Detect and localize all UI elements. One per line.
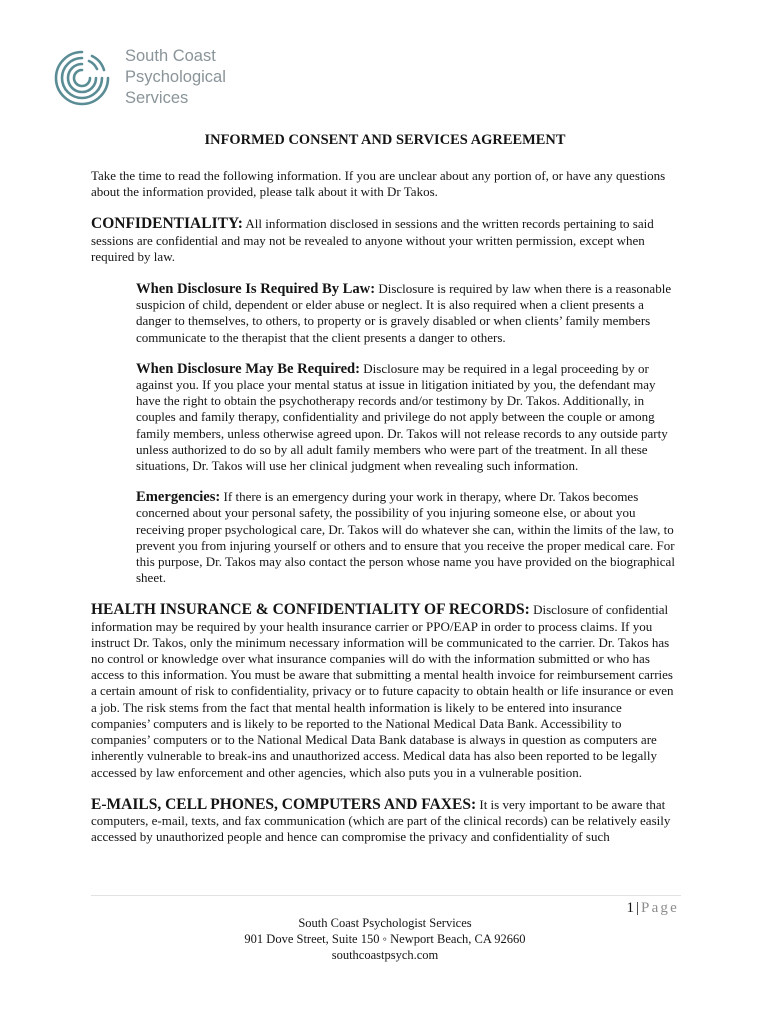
health-insurance-text: Disclosure of confidential information may be required by your health insurance carrier or PPO/EAP in order to process claims. If you instruct Dr. Takos, only the minimum necessary information will be communicated to the carrier. Dr. Takos has no control or knowledge over what insurance companies will do with the information submitted or who has access to this information. You must be aware that submitting a mental health invoice for reimbursement carries a certain amount of risk to confidentiality, privacy or to future capacity to obtain health or life insurance or even a job. The risk stems from the fact that mental health information is likely to be entered into insurance companies’ computers and is likely to be reported to the National Medical Data Bank. Accessibility to companies’ computers or to the National Medical Data Bank database is always in question as computers are inherently vulnerable to break-ins and unauthorized access. Medical data has also been reported to be legally accessed by law enforcement and other agencies, which also puts you in a vulnerable position. [91, 602, 674, 780]
may-be-required-text: Disclosure may be required in a legal proceeding by or against you. If you place your mental status at issue in litigation initiated by you, the defendant may have the right to obtain the psychotherapy records and/or testimony by Dr. Takos. Additionally, in couples and family therapy, confidentiality and privilege do not apply between the couple or among family members, unless otherwise agreed upon. Dr. Takos will not release records to any outside party unless authorized to do so by all adult family members who were part of the treatment. In all these situations, Dr. Takos will use her clinical judgment when revealing such information. [136, 360, 668, 474]
emails-section [91, 797, 681, 846]
footer-address: 901 Dove Street, Suite 150 ◦ Newport Beach, CA 92660 [244, 932, 526, 946]
footer-org-name: South Coast Psychologist Services [298, 916, 472, 930]
logo-line-1: South Coast [125, 47, 216, 65]
required-by-law-section [136, 281, 681, 346]
emergencies-text: If there is an emergency during your work in therapy, where Dr. Takos becomes concerned about your personal safety, the possibility of you injuring someone else, or about you receiving proper psychological care, Dr. Takos will do whatever she can, within the limits of the law, to prevent you from injuring yourself or others and to ensure that you receive the proper medical care. For this purpose, Dr. Takos may also contact the person whose name you have provided on the biographical sheet. [136, 489, 675, 586]
document-body [91, 168, 681, 861]
logo-line-2: Psychological [125, 68, 226, 86]
required-by-law-heading: When Disclosure Is Required By Law: [136, 281, 376, 298]
footer-divider [91, 895, 681, 896]
page-number-value: 1 [626, 900, 635, 916]
emergencies-heading: Emergencies: [136, 489, 221, 506]
may-be-required-heading: When Disclosure May Be Required: [136, 360, 361, 377]
confidentiality-section [91, 216, 681, 265]
confidentiality-text: All information disclosed in sessions and the written records pertaining to said sessions are confidential and may not be revealed to anyone without your written permission, except when required by law. [91, 216, 654, 264]
company-logo [52, 46, 252, 116]
health-insurance-heading: HEALTH INSURANCE & CONFIDENTIALITY OF RECORDS: [91, 601, 530, 619]
document-title: INFORMED CONSENT AND SERVICES AGREEMENT [204, 132, 566, 148]
logo-wordmark [125, 46, 226, 109]
logo-line-3: Services [125, 89, 189, 107]
intro-paragraph: Take the time to read the following information. If you are unclear about any portion of, or have any questions about the information provided, please talk about it with Dr Takos. [91, 168, 666, 200]
required-by-law-text: Disclosure is required by law when there is a reasonable suspicion of child, dependent or elder abuse or neglect. It is also required when a client presents a danger to themselves, to others, to property or is gravely disabled or when clients’ family members communicate to the therapist that the client presents a danger to others. [136, 281, 672, 345]
confidentiality-heading: CONFIDENTIALITY: [91, 215, 243, 233]
page-word: Page [641, 900, 679, 916]
emails-text: It is very important to be aware that computers, e-mail, texts, and fax communication (which are part of the clinical records) can be relatively easily accessed by unauthorized people and hence can compromise the privacy and confidentiality of such [91, 796, 671, 845]
may-be-required-section [136, 361, 681, 474]
page-number-separator: | [636, 900, 640, 916]
emergencies-section [136, 489, 681, 586]
footer-website: southcoastpsych.com [331, 948, 439, 962]
footer-address-block [0, 915, 770, 963]
spiral-logo-icon [52, 48, 112, 108]
emails-heading: E-MAILS, CELL PHONES, COMPUTERS AND FAXES: [91, 795, 477, 813]
health-insurance-section [91, 602, 681, 780]
